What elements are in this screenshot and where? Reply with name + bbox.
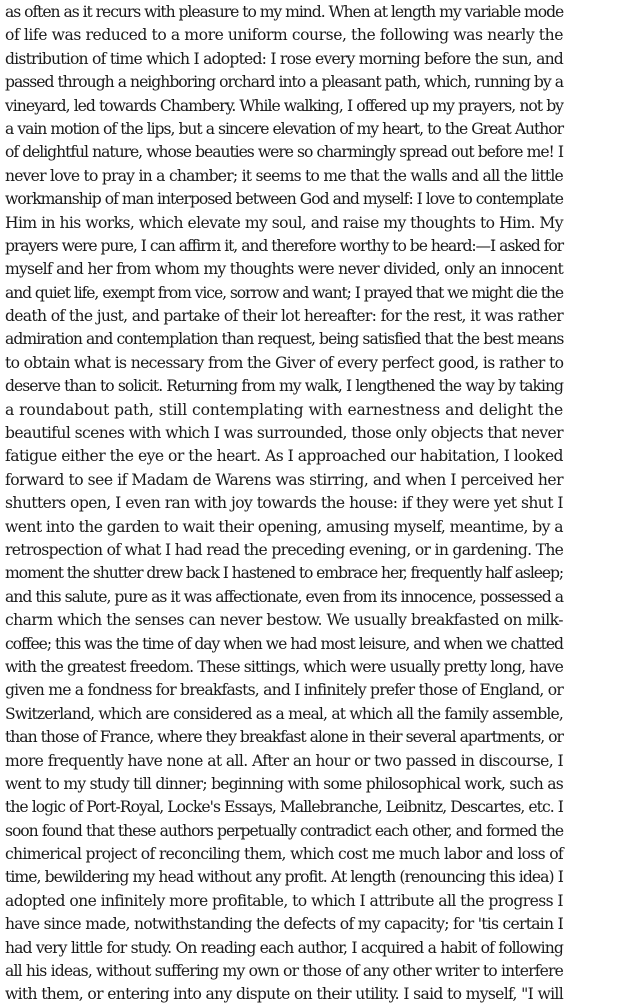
text-line: death of the just, and partake of their lot hereafter: for the rest, it was rather	[5, 307, 563, 326]
document-page	[5, 1, 563, 1007]
text-line: given me a fondness for breakfasts, and I infinitely prefer those of England, or	[5, 681, 563, 700]
text-line: more frequently have none at all. After an hour or two passed in discourse, I	[5, 751, 563, 770]
text-line: the logic of Port-Royal, Locke's Essays, Mallebranche, Leibnitz, Descartes, etc. I	[5, 798, 564, 817]
text-line: beautiful scenes with which I was surrounded, those only objects that never	[5, 424, 563, 443]
text-line: than those of France, where they breakfast alone in their several apartments, or	[5, 728, 563, 747]
text-line: adopted one infinitely more profitable, to which I attribute all the progress I	[5, 891, 563, 910]
text-line: as often as it recurs with pleasure to my mind. When at length my variable mode	[5, 3, 564, 21]
text-line: have since made, notwithstanding the defects of my capacity; for 'tis certain I	[5, 915, 563, 934]
text-line: soon found that these authors perpetually contradict each other, and formed the	[5, 821, 563, 840]
text-line: and quiet life, exempt from vice, sorrow and want; I prayed that we might die the	[5, 283, 563, 302]
text-line: had very little for study. On reading each author, I acquired a habit of following	[5, 938, 563, 957]
text-line: prayers were pure, I can affirm it, and therefore worthy to be heard:—I asked for	[5, 236, 563, 255]
text-line: all his ideas, without suffering my own or those of any other writer to interfere	[5, 962, 563, 981]
text-line: time, bewildering my head without any profit. At length (renouncing this idea) I	[5, 868, 563, 887]
text-line: a vain motion of the lips, but a sincere elevation of my heart, to the Great Author	[5, 119, 563, 138]
text-line: of delightful nature, whose beauties were so charmingly spread out before me! I	[5, 143, 563, 162]
text-line: distribution of time which I adopted: I rose every morning before the sun, and	[5, 49, 563, 68]
text-line: Him in his works, which elevate my soul, and raise my thoughts to Him. My	[5, 213, 563, 232]
text-line: shutters open, I even ran with joy towards the house: if they were yet shut I	[5, 494, 563, 513]
text-line: workmanship of man interposed between God and myself: I love to contemplate	[5, 190, 563, 209]
text-line: Switzerland, which are considered as a meal, at which all the family assemble,	[5, 704, 563, 723]
text-line: retrospection of what I had read the preceding evening, or in gardening. The	[5, 540, 564, 559]
text-line: forward to see if Madam de Warens was stirring, and when I perceived her	[5, 470, 563, 489]
text-line: and this salute, pure as it was affectionate, even from its innocence, possessed a	[5, 587, 563, 606]
text-line: coffee; this was the time of day when we had most leisure, and when we chatted	[5, 634, 563, 653]
text-line: myself and her from whom my thoughts were never divided, only an innocent	[5, 260, 563, 279]
text-line: of life was reduced to a more uniform course, the following was nearly the	[5, 26, 563, 45]
text-line: a roundabout path, still contemplating with earnestness and delight the	[5, 400, 563, 419]
text-line: went into the garden to wait their opening, amusing myself, meantime, by a	[5, 517, 563, 536]
text-line: went to my study till dinner; beginning with some philosophical work, such as	[5, 774, 563, 793]
text-line: passed through a neighboring orchard into a pleasant path, which, running by a	[5, 73, 563, 92]
text-line: with them, or entering into any dispute on their utility. I said to myself, "I will	[5, 985, 563, 1004]
text-line: charm which the senses can never bestow. We usually breakfasted on milk-	[5, 611, 563, 630]
text-line: admiration and contemplation than request, being satisfied that the best means	[5, 330, 564, 349]
text-line: deserve than to solicit. Returning from my walk, I lengthened the way by taking	[5, 377, 563, 396]
text-line: moment the shutter drew back I hastened to embrace her, frequently half asleep;	[5, 564, 563, 583]
text-line: to obtain what is necessary from the Giver of every perfect good, is rather to	[5, 353, 564, 372]
text-line: fatigue either the eye or the heart. As I approached our habitation, I looked	[5, 447, 563, 466]
text-line: never love to pray in a chamber; it seems to me that the walls and all the little	[5, 166, 563, 185]
text-line: with the greatest freedom. These sittings, which were usually pretty long, have	[5, 657, 563, 676]
text-line: chimerical project of reconciling them, which cost me much labor and loss of	[5, 845, 563, 864]
text-line: vineyard, led towards Chambery. While walking, I offered up my prayers, not by	[5, 96, 563, 115]
